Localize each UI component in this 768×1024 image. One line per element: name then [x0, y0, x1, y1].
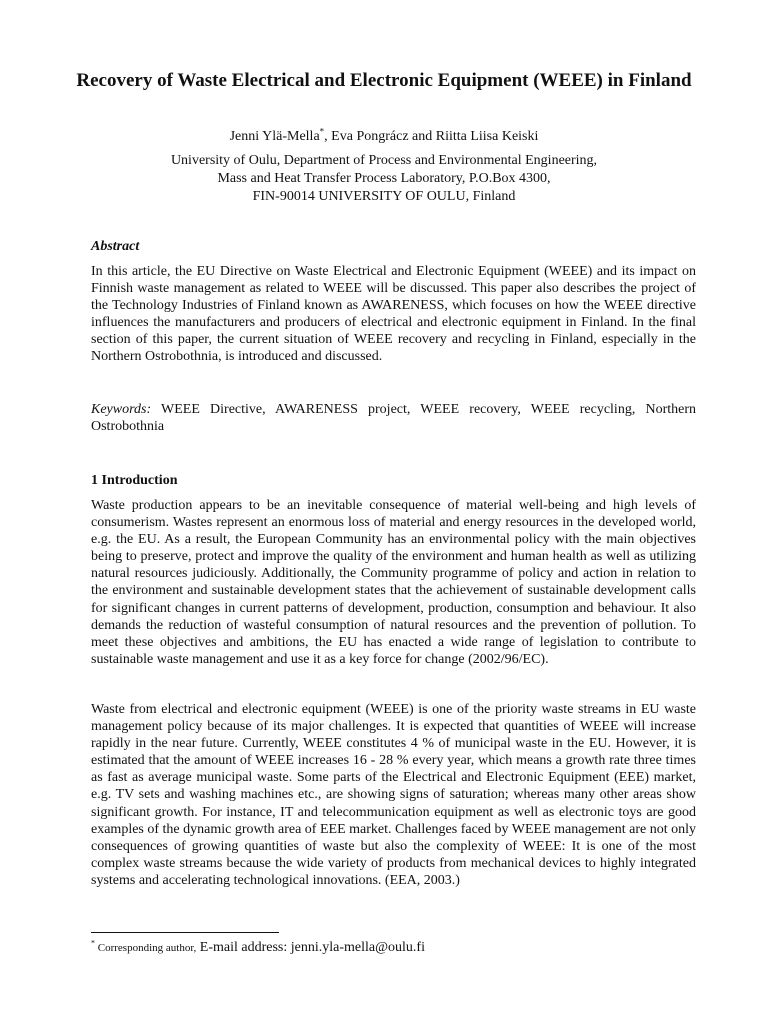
affiliation-line: University of Oulu, Department of Process and Environmental Engineering, [170, 153, 598, 168]
footnote-label: Corresponding author, [95, 942, 197, 954]
keywords [91, 401, 696, 435]
author-line [60, 128, 708, 146]
abstract-heading: Abstract [91, 239, 140, 254]
abstract-text: In this article, the EU Directive on Waste Electrical and Electronic Equipment (WEEE) and its impact on Finnish waste management as related to WEEE will be discussed. This paper also describes the project of the Technology Industries of Finland known as AWARENESS, which focuses on how the WEEE directive influences the manufacturers and producers of electrical and electronic equipment in Finland. In the final section of this paper, the current situation of WEEE recovery and recycling in Finland, especially in the Northern Ostrobothnia, is introduced and discussed. [91, 264, 696, 365]
paper-title: Recovery of Waste Electrical and Electronic Equipment (WEEE) in Finland [76, 70, 692, 91]
keywords-label: Keywords: [91, 402, 152, 417]
affiliation-line: FIN-90014 UNIVERSITY OF OULU, Finland [252, 189, 516, 204]
introduction-heading: 1 Introduction [91, 473, 178, 488]
footnote-marker: * [91, 938, 95, 948]
author-first: Jenni Ylä-Mella [229, 129, 320, 144]
author-others: , Eva Pongrácz and Riitta Liisa Keiski [324, 129, 539, 144]
footnote-email: E-mail address: jenni.yla-mella@oulu.fi [196, 940, 425, 955]
corresponding-author-marker: * [319, 126, 325, 137]
footnote-divider [91, 932, 279, 933]
introduction-paragraph-2: Waste from electrical and electronic equipment (WEEE) is one of the priority waste streams in EU waste management policy because of its major challenges. It is expected that quantities of WEEE will increase rapidly in the near future. Currently, WEEE constitutes 4 % of municipal waste in the EU. However, it is estimated that the amount of WEEE increases 16 - 28 % every year, which means a growth rate three times as fast as average municipal waste. Some parts of the Electrical and Electronic Equipment (EEE) market, e.g. TV sets and washing machines etc., are showing signs of saturation; whereas many other areas show significant growth. For instance, IT and telecommunication equipment as well as electronic toys are good examples of the dynamic growth area of EEE market. Challenges faced by WEEE management are not only consequences of growing quantities of waste but also the complexity of WEEE: It is one of the most complex waste streams because the wide variety of products from mechanical devices to highly integrated systems and accelerating technological innovations. (EEA, 2003.) [91, 702, 697, 888]
footnote [91, 940, 425, 956]
introduction-paragraph-1: Waste production appears to be an inevitable consequence of material well-being and high levels of consumerism. Wastes represent an enormous loss of material and energy resources in the developed world, e.g. the EU. As a result, the European Community has an environmental policy with the main objectives being to preserve, protect and improve the quality of the environment and human health as well as utilizing natural resources judiciously. Additionally, the Community programme of policy and action in relation to the environment and sustainable development states that the achievement of sustainable development calls for significant changes in current patterns of development, production, consumption and behaviour. It also demands the reduction of wasteful consumption of natural resources and the prevention of pollution. To meet these objectives and ambitions, the EU has enacted a wide range of legislation to contribute to sustainable waste management and use it as a key force for change (2002/96/EC). [91, 498, 696, 667]
keywords-text: WEEE Directive, AWARENESS project, WEEE recovery, WEEE recycling, Northern Ostrobothnia [91, 402, 696, 435]
affiliation-block [60, 152, 708, 206]
affiliation-line: Mass and Heat Transfer Process Laboratory, P.O.Box 4300, [217, 171, 551, 186]
